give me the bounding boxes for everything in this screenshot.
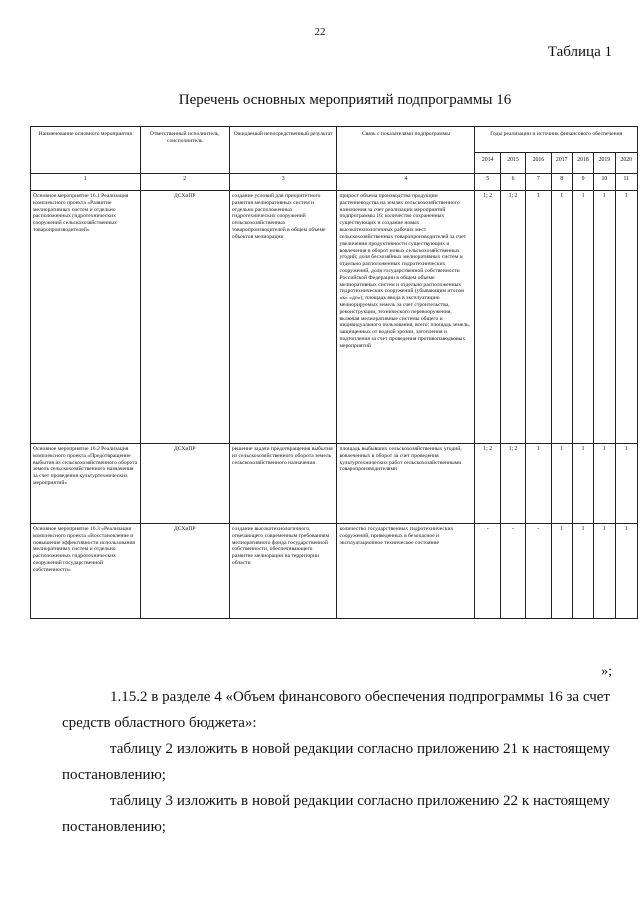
measure-expected-result: создание условий для приоритетного развития мелиоративных систем и отдельно расположенных гидротехнических сооружений сельскохозяйственных товаропроизводителей в общем объеме объектов мелиорации — [229, 191, 337, 444]
funding-value: 1; 2 — [500, 191, 525, 444]
year-header: 2019 — [594, 153, 615, 174]
measure-executor: ДСХиПР — [140, 524, 229, 619]
funding-value: 1 — [526, 191, 551, 444]
funding-value: 1 — [551, 444, 572, 524]
funding-value: 1; 2 — [475, 444, 500, 524]
page-number: 22 — [314, 26, 326, 38]
table-row — [31, 524, 638, 619]
column-number: 10 — [594, 174, 615, 191]
header-indicator-link: Связь с показателями подпрограммы — [337, 127, 475, 174]
measure-expected-result: создание высокотехнологичного, отвечающего современным требованиям мелиоративного фонда государственной собственности, обеспечивающего развитие мелиорации на территории области — [229, 524, 337, 619]
year-header: 2018 — [572, 153, 593, 174]
amendment-paragraph: таблицу 2 изложить в новой редакции согласно приложению 21 к настоящему постановлению; — [62, 741, 610, 783]
funding-value: 1 — [594, 191, 615, 444]
year-header: 2017 — [551, 153, 572, 174]
column-number: 3 — [229, 174, 337, 191]
year-header: 2015 — [500, 153, 525, 174]
funding-value: 1 — [551, 524, 572, 619]
funding-value: - — [526, 524, 551, 619]
funding-value: 1 — [572, 191, 593, 444]
column-number: 4 — [337, 174, 475, 191]
column-number: 8 — [551, 174, 572, 191]
column-number: 5 — [475, 174, 500, 191]
funding-value: - — [500, 524, 525, 619]
column-number: 7 — [526, 174, 551, 191]
table-row — [31, 191, 638, 444]
measure-name: Основное мероприятие 16.2 Реализация комплексного проекта «Предотвращение выбытия из сельскохозяйственного оборота земель сельскохозяйственного назначения за счет проведения культуртехнических мероприятий» — [31, 444, 141, 524]
funding-value: 1 — [615, 444, 638, 524]
header-row — [31, 127, 638, 153]
header-years-group: Годы реализации и источник финансового обеспечения — [475, 127, 638, 153]
funding-value: 1 — [594, 524, 615, 619]
measure-indicator-link: количество государственных гидротехнических сооружений, приведенных в безопасное и эксплуатационное техническое состояние — [337, 524, 475, 619]
funding-value: 1; 2 — [500, 444, 525, 524]
closing-mark: »; — [601, 664, 612, 679]
year-header: 2014 — [475, 153, 500, 174]
year-header: 2020 — [615, 153, 638, 174]
column-number: 6 — [500, 174, 525, 191]
funding-value: 1; 2 — [475, 191, 500, 444]
funding-value: 1 — [615, 524, 638, 619]
document-title: Перечень основных мероприятий подпрограммы 16 — [178, 92, 512, 108]
table-row — [31, 444, 638, 524]
funding-value: 1 — [594, 444, 615, 524]
year-header: 2016 — [526, 153, 551, 174]
column-number: 1 — [31, 174, 141, 191]
header-name: Наименование основного мероприятия — [31, 127, 141, 174]
measures-table — [30, 126, 638, 619]
column-number: 11 — [615, 174, 638, 191]
funding-value: 1 — [526, 444, 551, 524]
column-numbers-row — [31, 174, 638, 191]
measure-indicator-link: прирост объема производства продукции растениеводства на землях сельскохозяйственного назначения за счет реализации мероприятий подпрограммы 16; количество сохраненных существующих и создание новых высокотехнологичных рабочих мест сельскохозяйственных товаропроизводителей за счет увеличения продуктивности существующих и вовлечения в оборот новых сельскохозяйственных угодий; доля бесхозяйных мелиоративных систем и отдельно расположенных гидротехнических сооружений, доля государственной собственности Российской Федерации в общем объеме мелиоративных систем и отдельно расположенных гидротехнических сооружений (убывающим итогом «к» «до»); площадь ввода в эксплуатацию мелиорируемых земель за счет строительства, реконструкции, технического перевооружения, включая мелиоративные системы общего и индивидуального пользования, всего; площадь земель, защищенных от водной эрозии, затопления и подтопления за счет проведения противопаводковых мероприятий — [337, 191, 475, 444]
measure-expected-result: решение задачи предотвращения выбытия из сельскохозяйственного оборота земель сельскохозяйственного назначения — [229, 444, 337, 524]
funding-value: 1 — [551, 191, 572, 444]
column-number: 2 — [140, 174, 229, 191]
title-wrap — [0, 92, 640, 109]
measure-name: Основное мероприятие 16.3 «Реализация комплексного проекта «Восстановление и повышение эффективности использования мелиоративных систем и отдельно расположенных гидротехнических сооружений государственной собственности» — [31, 524, 141, 619]
amendment-paragraph: таблицу 3 изложить в новой редакции согласно приложению 22 к настоящему постановлению; — [62, 793, 610, 835]
measure-executor: ДСХиПР — [140, 444, 229, 524]
header-executor: Ответственный исполнитель, соисполнитель — [140, 127, 229, 174]
header-expected-result: Ожидаемый непосредственный результат — [229, 127, 337, 174]
table-label: Таблица 1 — [547, 44, 612, 60]
measure-indicator-link: площадь выбывших сельскохозяйственных угодий, вовлеченных в оборот за счет проведения культуртехнических работ сельскохозяйственными товаропроизводителями — [337, 444, 475, 524]
column-number: 9 — [572, 174, 593, 191]
measure-executor: ДСХиПР — [140, 191, 229, 444]
funding-value: 1 — [572, 524, 593, 619]
funding-value: 1 — [615, 191, 638, 444]
funding-value: - — [475, 524, 500, 619]
measure-name: Основное мероприятие 16.1 Реализация комплексного проекта «Развитие мелиоративных систем и отдельно расположенных гидротехнических сооружений сельскохозяйственных товаропроизводителей» — [31, 191, 141, 444]
amendment-paragraph: 1.15.2 в разделе 4 «Объем финансового обеспечения подпрограммы 16 за счет средств областного бюджета»: — [62, 689, 610, 731]
funding-value: 1 — [572, 444, 593, 524]
